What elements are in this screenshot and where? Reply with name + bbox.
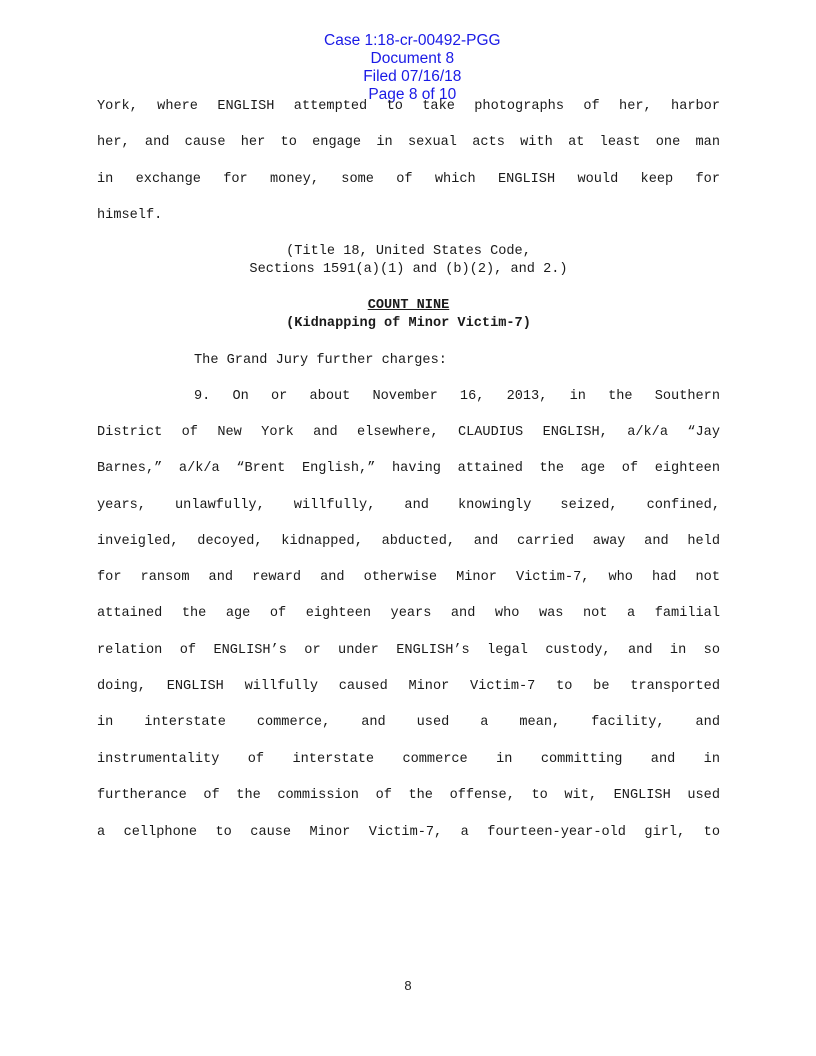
text-line: doing, ENGLISH willfully caused Minor Victim-7 to be transported <box>97 679 720 694</box>
intro-line: The Grand Jury further charges: <box>194 353 447 368</box>
text-line: years, unlawfully, willfully, and knowingly seized, confined, <box>97 498 720 513</box>
text-line: relation of ENGLISH’s or under ENGLISH’s legal custody, and in so <box>97 643 720 658</box>
text-line: a cellphone to cause Minor Victim-7, a fourteen-year-old girl, to <box>97 825 720 840</box>
citation-line: Sections 1591(a)(1) and (b)(2), and 2.) <box>249 262 568 277</box>
page-count: Page 8 of 10 <box>368 86 457 103</box>
text-line: instrumentality of interstate commerce in committing and in <box>97 752 720 767</box>
document-number: Document 8 <box>370 50 455 67</box>
text-line: for ransom and reward and otherwise Minor Victim-7, who had not <box>97 570 720 585</box>
court-filing-header <box>0 14 816 104</box>
page-number: 8 <box>404 978 412 993</box>
text-line: furtherance of the commission of the offense, to wit, ENGLISH used <box>97 788 720 803</box>
case-number: Case 1:18-cr-00492-PGG <box>324 32 501 49</box>
filed-date: Filed 07/16/18 <box>363 68 462 85</box>
count-subtitle: (Kidnapping of Minor Victim-7) <box>286 316 531 331</box>
text-line: attained the age of eighteen years and who was not a familial <box>97 606 720 621</box>
text-line: York, where ENGLISH attempted to take photographs of her, harbor <box>97 99 720 114</box>
count-title <box>97 297 720 315</box>
text-line: in exchange for money, some of which ENGLISH would keep for <box>97 172 720 187</box>
paragraph-first-line: 9. On or about November 16, 2013, in the Southern <box>194 389 720 404</box>
citation-line: (Title 18, United States Code, <box>286 244 531 259</box>
text-line: Barnes,” a/k/a “Brent English,” having attained the age of eighteen <box>97 461 720 476</box>
text-line: her, and cause her to engage in sexual acts with at least one man <box>97 135 720 150</box>
text-line: in interstate commerce, and used a mean, facility, and <box>97 715 720 730</box>
count-title-text: COUNT NINE <box>367 298 450 313</box>
text-line: District of New York and elsewhere, CLAUDIUS ENGLISH, a/k/a “Jay <box>97 425 720 440</box>
text-line: inveigled, decoyed, kidnapped, abducted, and carried away and held <box>97 534 720 549</box>
text-line: himself. <box>97 208 163 223</box>
